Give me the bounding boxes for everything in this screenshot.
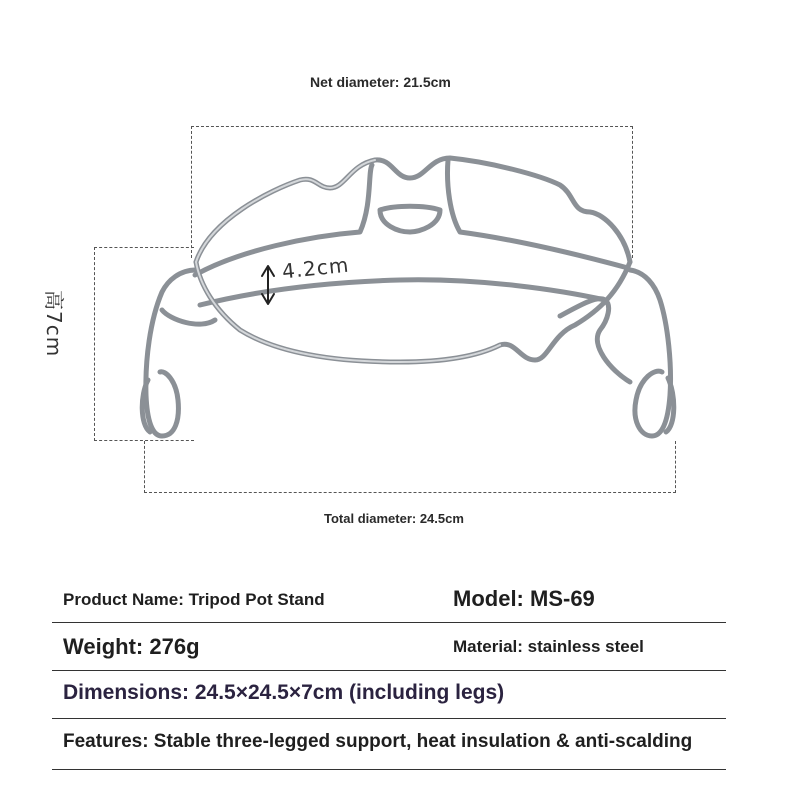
model: Model: MS-69	[453, 586, 595, 611]
dimensions: Dimensions: 24.5×24.5×7cm (including legs)	[63, 681, 505, 704]
features: Features: Stable three-legged support, heat insulation & anti-scalding	[63, 731, 693, 752]
material: Material: stainless steel	[453, 637, 644, 656]
net-diameter-label: Net diameter: 21.5cm	[310, 74, 451, 90]
inner-height-label: 4.2cm	[280, 252, 351, 284]
spec-row-2	[52, 622, 726, 671]
product-name: Product Name: Tripod Pot Stand	[63, 590, 325, 609]
spec-row-4	[52, 718, 726, 770]
spec-row-1	[52, 578, 726, 623]
spec-row-3	[52, 670, 726, 719]
total-diameter-label: Total diameter: 24.5cm	[324, 511, 464, 526]
weight: Weight: 276g	[63, 634, 200, 659]
height-label: 高7cm	[42, 290, 66, 358]
